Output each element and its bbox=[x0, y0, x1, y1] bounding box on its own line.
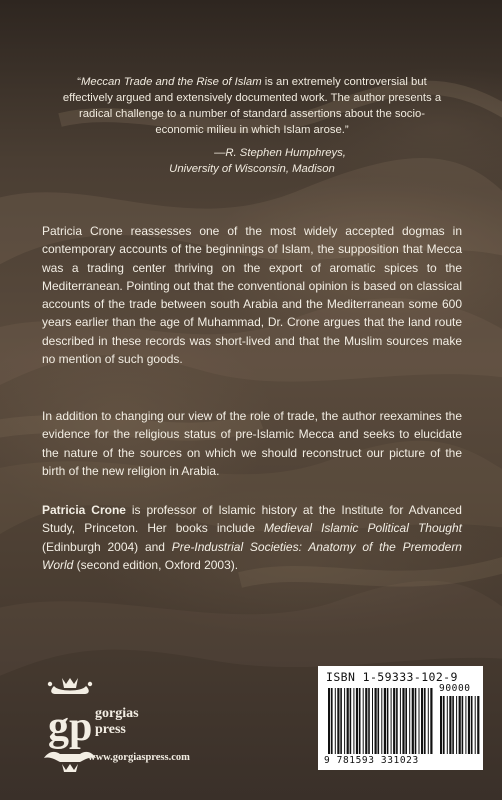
endorsement-quote bbox=[58, 74, 446, 138]
description-paragraph-2: In addition to changing our view of the role of trade, the author reexamines the evidence for the religious status of pre-Islamic Mecca and seeks to elucidate the nature of the sources on which we should reconstruct our picture of the birth of the new religion in Arabia. bbox=[42, 409, 462, 478]
publisher-name bbox=[95, 706, 165, 738]
ean-digits: 9 781593 331023 bbox=[324, 755, 419, 766]
author-bio-text-a: is professor of Islamic history at the Institute for Advanced Study, Princeton. Her books include bbox=[42, 503, 462, 536]
quote-body bbox=[58, 74, 446, 138]
isbn-label: ISBN 1-59333-102-9 bbox=[326, 670, 458, 684]
quote-attribution bbox=[58, 145, 446, 177]
addon-digits: 90000 bbox=[439, 683, 471, 694]
author-bio-text-b: (Edinburgh 2004) and bbox=[42, 539, 172, 554]
book-title-1: Medieval Islamic Political Thought bbox=[263, 521, 462, 536]
publisher-url: www.gorgiaspress.com bbox=[88, 752, 190, 763]
author-bio-paragraph bbox=[42, 501, 462, 574]
quote-close-mark: ” bbox=[344, 124, 349, 136]
attribution-affiliation: University of Wisconsin, Madison bbox=[169, 163, 335, 175]
publisher-name-line2: press bbox=[95, 722, 126, 737]
logo-monogram: gp bbox=[48, 704, 93, 750]
author-name: Patricia Crone bbox=[42, 503, 126, 517]
description-paragraph-1: Patricia Crone reassesses one of the most widely accepted dogmas in contemporary accounts of the beginnings of Islam, the supposition that Mecca was a trading center thriving on the export of aromatic spices to the Mediterranean. Pointing out that the conventional opinion is based on classical accounts of the trade between south Arabia and the Mediterranean some 600 years earlier than the age of Muhammad, Dr. Crone argues that the land route described in these records was short-lived and that the Muslim sources make no mention of such goods. bbox=[42, 224, 462, 367]
book-title-2: Pre-Industrial Societies: Anatomy of the Premodern World bbox=[42, 539, 462, 572]
quote-book-title: Meccan Trade and the Rise of Islam bbox=[81, 76, 262, 88]
attribution-name: —R. Stephen Humphreys, bbox=[214, 147, 346, 159]
author-bio-text-c: (second edition, Oxford 2003). bbox=[73, 557, 239, 572]
quote-open-mark: “ bbox=[77, 76, 81, 88]
publisher-name-line1: gorgias bbox=[95, 706, 139, 721]
quote-text: is an extremely controversial but effectively argued and extensively documented work. The author presents a radical challenge to a number of standard assertions about the socio-economic milieu in which Islam arose. bbox=[62, 76, 442, 136]
barcode-panel bbox=[318, 666, 483, 770]
